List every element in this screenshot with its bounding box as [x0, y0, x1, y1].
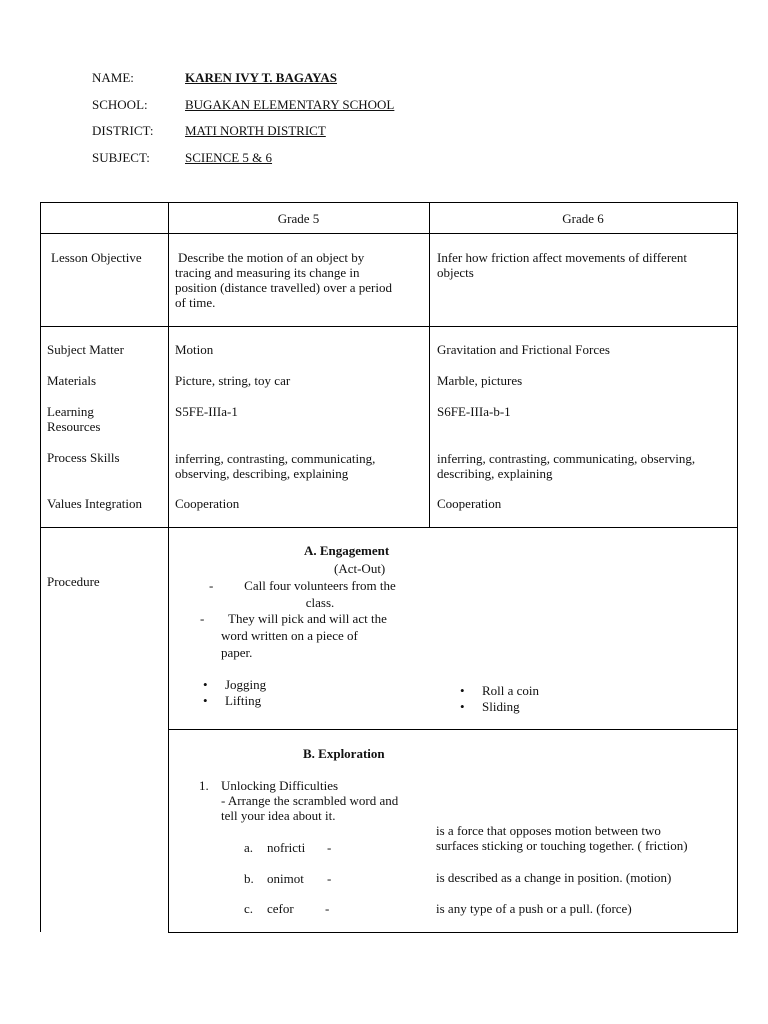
column-header-grade6: Grade 6 [562, 211, 604, 226]
lesson-objective-grade6-line: Infer how friction affect movements of different [437, 250, 688, 265]
lesson-objective-grade5-line: Describe the motion of an object by [178, 250, 365, 265]
word-dash: - [327, 871, 332, 886]
exploration-title: B. Exploration [303, 746, 385, 761]
lesson-objective-grade5-line: tracing and measuring its change in [175, 265, 360, 280]
scrambled-word: nofricti [267, 840, 306, 855]
materials-label: Materials [47, 373, 97, 388]
word-definition: is described as a change in position. (motion) [436, 870, 672, 885]
process-skills-grade6: describing, explaining [437, 466, 553, 481]
values-integration-grade6: Cooperation [437, 496, 502, 511]
materials-grade5: Picture, string, toy car [175, 373, 291, 388]
subject-label: SUBJECT: [92, 150, 150, 165]
dash-marker: - [200, 611, 205, 626]
name-label: NAME: [92, 70, 134, 85]
list-item: • Sliding [460, 699, 520, 714]
engagement-step-line: class. [305, 595, 335, 610]
process-skills-grade6: inferring, contrasting, communicating, observing, [437, 451, 696, 466]
word-dash: - [327, 840, 332, 855]
list-item: • Jogging [203, 677, 267, 692]
engagement-title: A. Engagement [304, 543, 390, 558]
word-dash: - [325, 901, 330, 916]
word-letter: a. [244, 840, 254, 855]
name-value: KAREN IVY T. BAGAYAS [185, 70, 337, 85]
district-label: DISTRICT: [92, 123, 154, 138]
lesson-objective-grade6-line: objects [437, 265, 474, 280]
list-item: • Roll a coin [460, 683, 540, 698]
engagement-step-line: Call four volunteers from the [244, 578, 396, 593]
scrambled-word: onimot [267, 871, 304, 886]
learning-resources-label: Learning [47, 404, 94, 419]
lesson-objective-label: Lesson Objective [51, 250, 142, 265]
word-letter: c. [244, 901, 254, 916]
word-definition: surfaces sticking or touching together. ( friction) [436, 838, 688, 853]
process-skills-grade5: observing, describing, explaining [175, 466, 349, 481]
list-item: • Lifting [203, 693, 262, 708]
lesson-objective-grade5-line: of time. [175, 295, 216, 310]
item-description: - Arrange the scrambled word and [221, 793, 399, 808]
subject-matter-grade5: Motion [175, 342, 214, 357]
column-header-grade5: Grade 5 [277, 211, 320, 226]
engagement-subtitle: (Act-Out) [334, 561, 386, 576]
lesson-objective-grade5-line: position (distance travelled) over a period [175, 280, 392, 295]
school-value: BUGAKAN ELEMENTARY SCHOOL [185, 97, 395, 112]
engagement-step-line: They will pick and will act the [228, 611, 387, 626]
subject-value: SCIENCE 5 & 6 [185, 150, 273, 165]
subject-matter-grade6: Gravitation and Frictional Forces [437, 342, 610, 357]
engagement-step-line: word written on a piece of [221, 628, 358, 643]
item-title: Unlocking Difficulties [221, 778, 339, 793]
dash-marker: - [209, 578, 214, 593]
subject-matter-label: Subject Matter [47, 342, 124, 357]
values-integration-label: Values Integration [47, 496, 142, 511]
learning-resources-grade6: S6FE-IIIa-b-1 [437, 404, 511, 419]
values-integration-grade5: Cooperation [175, 496, 240, 511]
materials-grade6: Marble, pictures [437, 373, 523, 388]
word-definition: is a force that opposes motion between two [436, 823, 661, 838]
engagement-step-line: paper. [221, 645, 253, 660]
item-description: tell your idea about it. [221, 808, 336, 823]
learning-resources-label: Resources [47, 419, 101, 434]
scrambled-word: cefor [267, 901, 294, 916]
word-letter: b. [244, 871, 254, 886]
process-skills-grade5: inferring, contrasting, communicating, [175, 451, 376, 466]
school-label: SCHOOL: [92, 97, 148, 112]
process-skills-label: Process Skills [47, 450, 120, 465]
item-number: 1. [199, 778, 209, 793]
word-definition: is any type of a push or a pull. (force) [436, 901, 632, 916]
procedure-label: Procedure [47, 574, 100, 589]
learning-resources-grade5: S5FE-IIIa-1 [175, 404, 238, 419]
district-value: MATI NORTH DISTRICT [185, 123, 326, 138]
